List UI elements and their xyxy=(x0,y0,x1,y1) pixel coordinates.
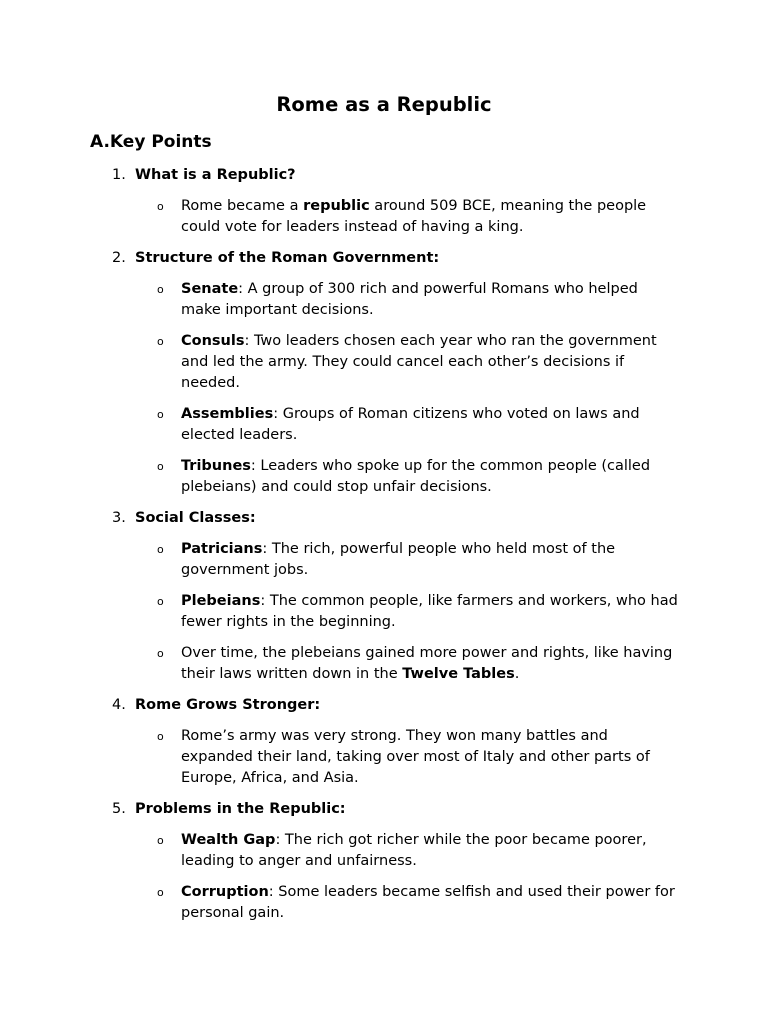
bullet-marker: o xyxy=(157,460,164,473)
sub-bullet-item xyxy=(157,830,681,872)
list-item xyxy=(0,508,768,685)
bullet-text: around 509 BCE, meaning the people could vote for leaders instead of having a king. xyxy=(181,198,647,235)
document-title: Rome as a Republic xyxy=(276,93,492,116)
bullet-marker: o xyxy=(157,283,164,296)
list-item-header xyxy=(0,248,768,268)
list-item xyxy=(0,165,768,238)
bullet-marker: o xyxy=(157,730,164,743)
bullet-term: Senate xyxy=(181,281,239,297)
bullet-term: republic xyxy=(303,198,370,214)
bullet-marker: o xyxy=(157,595,164,608)
list-item-number: 5. xyxy=(112,801,126,817)
bullet-text: Over time, the plebeians gained more power and rights, like having their laws written down in the xyxy=(181,645,673,682)
bullet-term: Tribunes xyxy=(181,458,251,474)
bullet-text: : Leaders who spoke up for the common people (called plebeians) and could stop unfair decisions. xyxy=(181,458,651,495)
bullet-term: Corruption xyxy=(181,884,269,900)
sub-bullet-item xyxy=(157,539,681,581)
bullet-marker: o xyxy=(157,886,164,899)
bullet-text: : The rich, powerful people who held most of the government jobs. xyxy=(181,541,616,578)
list-item-title: Social Classes: xyxy=(135,510,256,526)
bullet-term: Plebeians xyxy=(181,593,261,609)
list-item-number: 1. xyxy=(112,167,126,183)
bullet-term: Wealth Gap xyxy=(181,832,276,848)
sub-bullet-item xyxy=(157,331,681,394)
section-heading: A.Key Points xyxy=(90,132,212,152)
list-item-number: 4. xyxy=(112,697,126,713)
bullet-text: : The rich got richer while the poor became poorer, leading to anger and unfairness. xyxy=(181,832,647,869)
sub-bullet-item xyxy=(157,726,681,789)
bullet-marker: o xyxy=(157,335,164,348)
bullet-text: Rome became a xyxy=(181,198,304,214)
list-item-number: 3. xyxy=(112,510,126,526)
sub-bullet-item xyxy=(157,456,681,498)
list-item xyxy=(0,799,768,924)
bullet-term: Twelve Tables xyxy=(402,666,515,682)
key-points-list xyxy=(0,165,768,934)
bullet-text: : Groups of Roman citizens who voted on laws and elected leaders. xyxy=(181,406,640,443)
list-item-header xyxy=(0,799,768,819)
bullet-marker: o xyxy=(157,200,164,213)
bullet-marker: o xyxy=(157,543,164,556)
bullet-text: : A group of 300 rich and powerful Romans who helped make important decisions. xyxy=(181,281,638,318)
sub-bullet-item xyxy=(157,279,681,321)
bullet-text: : Two leaders chosen each year who ran the government and led the army. They could cancel each other’s decisions if needed. xyxy=(181,333,657,391)
list-item-title: Problems in the Republic: xyxy=(135,801,346,817)
sub-bullet-item xyxy=(157,882,681,924)
bullet-text: : The common people, like farmers and workers, who had fewer rights in the beginning. xyxy=(181,593,678,630)
list-item-title: Rome Grows Stronger: xyxy=(135,697,321,713)
sub-bullet-item xyxy=(157,591,681,633)
list-item xyxy=(0,695,768,789)
bullet-text: : Some leaders became selfish and used their power for personal gain. xyxy=(181,884,675,921)
bullet-marker: o xyxy=(157,647,164,660)
list-item-header xyxy=(0,165,768,185)
sub-bullet-item xyxy=(157,196,681,238)
bullet-text: . xyxy=(514,666,520,682)
bullet-text: Rome’s army was very strong. They won many battles and expanded their land, taking over most of Italy and other parts of Europe, Africa, and Asia. xyxy=(181,728,650,786)
bullet-marker: o xyxy=(157,834,164,847)
bullet-term: Assemblies xyxy=(181,406,274,422)
bullet-term: Patricians xyxy=(181,541,263,557)
list-item xyxy=(0,248,768,498)
sub-bullet-item xyxy=(157,643,681,685)
sub-bullet-item xyxy=(157,404,681,446)
list-item-header xyxy=(0,695,768,715)
bullet-marker: o xyxy=(157,408,164,421)
list-item-number: 2. xyxy=(112,250,126,266)
bullet-term: Consuls xyxy=(181,333,245,349)
list-item-header xyxy=(0,508,768,528)
list-item-title: Structure of the Roman Government: xyxy=(135,250,440,266)
list-item-title: What is a Republic? xyxy=(135,167,296,183)
